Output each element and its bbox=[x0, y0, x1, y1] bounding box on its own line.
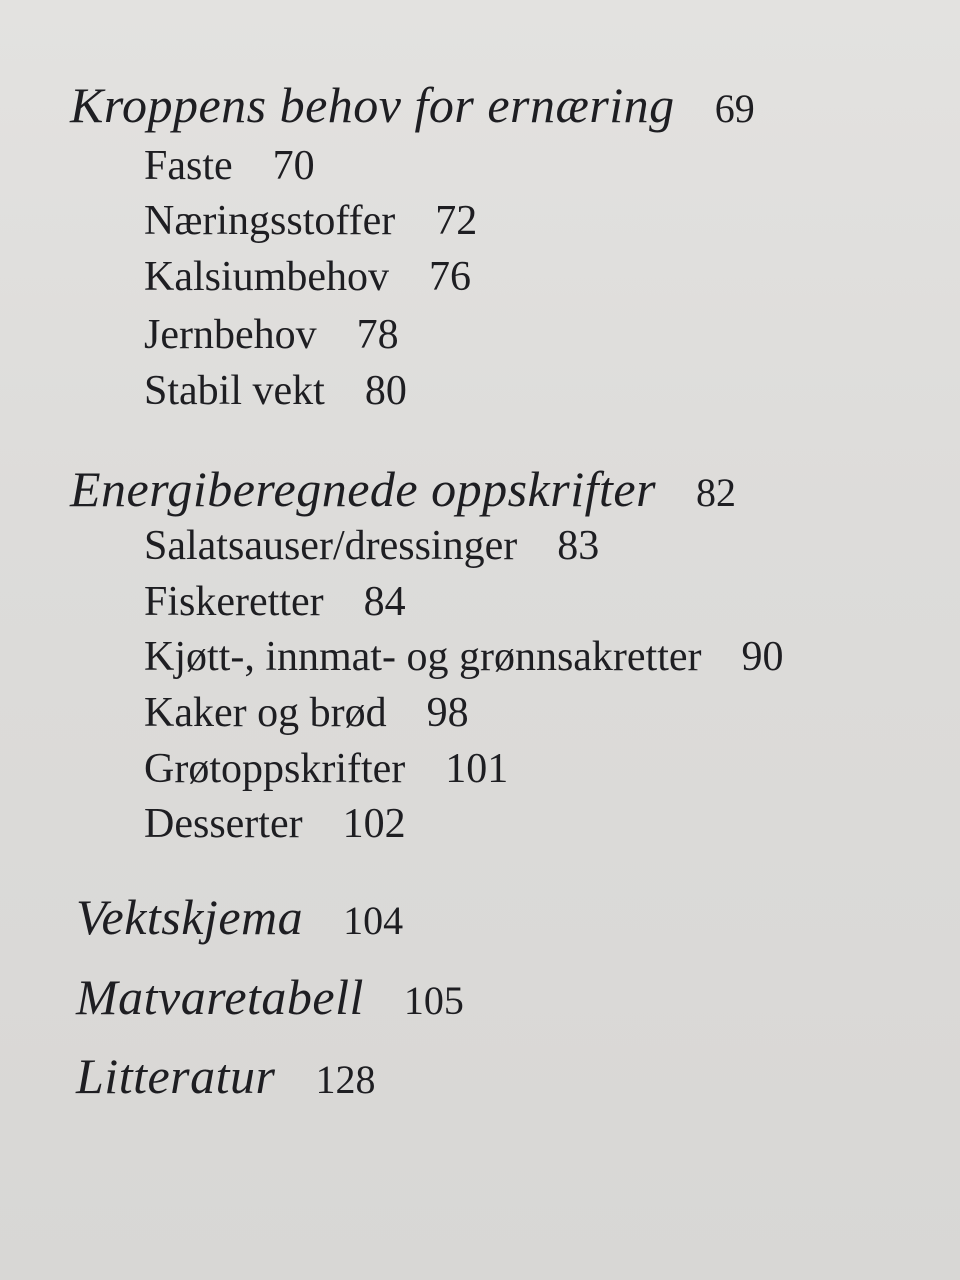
subsection-entry bbox=[144, 745, 508, 793]
subsection-entry bbox=[144, 197, 477, 245]
subsection-entry bbox=[144, 522, 599, 570]
subsection-page-number: 90 bbox=[741, 634, 784, 680]
subsection-title: Jernbehov bbox=[144, 312, 317, 358]
chapter-page-number: 69 bbox=[714, 86, 755, 131]
chapter-title: Energiberegnede oppskrifter bbox=[70, 461, 657, 517]
subsection-entry bbox=[144, 689, 469, 737]
subsection-page-number: 72 bbox=[435, 198, 478, 244]
subsection-title: Fiskeretter bbox=[144, 579, 324, 625]
chapter-page-number: 104 bbox=[343, 898, 404, 943]
subsection-page-number: 101 bbox=[445, 746, 509, 792]
chapter-title: Litteratur bbox=[76, 1048, 276, 1104]
chapter-entry bbox=[70, 460, 736, 518]
subsection-title: Salatsauser/dressinger bbox=[144, 523, 518, 569]
subsection-page-number: 80 bbox=[364, 368, 407, 414]
subsection-page-number: 78 bbox=[356, 312, 399, 358]
subsection-entry bbox=[144, 633, 784, 681]
subsection-page-number: 83 bbox=[557, 523, 600, 569]
chapter-page-number: 82 bbox=[696, 470, 737, 515]
chapter-entry bbox=[76, 888, 403, 946]
chapter-entry bbox=[76, 968, 464, 1026]
subsection-entry bbox=[144, 367, 407, 415]
chapter-entry bbox=[70, 76, 755, 134]
subsection-title: Kaker og brød bbox=[144, 690, 387, 736]
subsection-page-number: 76 bbox=[428, 254, 471, 300]
subsection-title: Grøtoppskrifter bbox=[144, 746, 406, 792]
chapter-page-number: 128 bbox=[315, 1057, 376, 1102]
chapter-title: Matvaretabell bbox=[76, 969, 364, 1025]
subsection-entry bbox=[144, 800, 406, 848]
subsection-title: Næringsstoffer bbox=[144, 198, 396, 244]
subsection-title: Kalsiumbehov bbox=[144, 254, 389, 300]
subsection-entry bbox=[144, 253, 471, 301]
subsection-entry bbox=[144, 578, 406, 626]
subsection-entry bbox=[144, 142, 315, 190]
subsection-page-number: 84 bbox=[363, 579, 406, 625]
subsection-title: Faste bbox=[144, 143, 233, 189]
subsection-title: Desserter bbox=[144, 801, 303, 847]
subsection-page-number: 98 bbox=[426, 690, 469, 736]
subsection-entry bbox=[144, 311, 399, 359]
chapter-title: Kroppens behov for ernæring bbox=[70, 77, 675, 133]
subsection-title: Stabil vekt bbox=[144, 368, 325, 414]
subsection-page-number: 70 bbox=[272, 143, 315, 189]
chapter-entry bbox=[76, 1047, 375, 1105]
chapter-title: Vektskjema bbox=[76, 889, 304, 945]
chapter-page-number: 105 bbox=[403, 978, 464, 1023]
subsection-page-number: 102 bbox=[342, 801, 406, 847]
subsection-title: Kjøtt-, innmat- og grønnsakretter bbox=[144, 634, 702, 680]
